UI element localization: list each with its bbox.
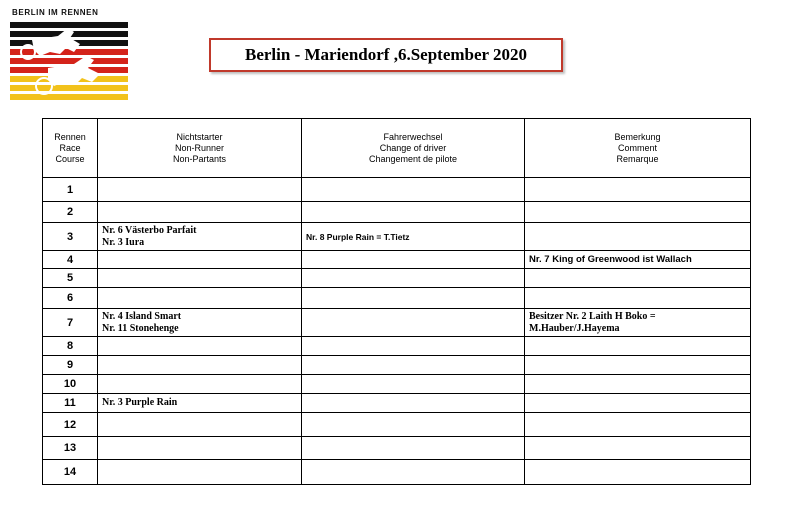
driver-change-cell <box>302 337 525 356</box>
driver-change-cell <box>302 375 525 394</box>
cell-text-line: M.Hauber/J.Hayema <box>529 322 620 334</box>
comment-cell <box>525 288 751 309</box>
nonstarter-table <box>42 118 751 485</box>
comment-cell <box>525 375 751 394</box>
race-number: 5 <box>43 269 98 288</box>
race-number: 14 <box>43 460 98 485</box>
header-race: Rennen Race Course <box>43 119 98 178</box>
driver-change-cell <box>302 309 525 337</box>
race-number: 13 <box>43 437 98 460</box>
header-row <box>43 119 751 178</box>
comment-cell <box>525 269 751 288</box>
cell-text-line: Nr. 7 King of Greenwood ist Wallach <box>529 254 692 265</box>
comment-cell <box>525 437 751 460</box>
nonstarter-cell <box>98 223 302 251</box>
race-number: 12 <box>43 413 98 437</box>
driver-change-cell <box>302 394 525 413</box>
race-number: 2 <box>43 202 98 223</box>
nonstarter-cell <box>98 394 302 413</box>
comment-cell <box>525 178 751 202</box>
driver-change-cell <box>302 251 525 269</box>
table-row <box>43 337 751 356</box>
cell-text-line: Nr. 4 Island Smart <box>102 310 182 322</box>
race-number: 3 <box>43 223 98 251</box>
cell-text-line: Nr. 11 Stonehenge <box>102 322 179 334</box>
logo <box>10 8 130 98</box>
race-number: 11 <box>43 394 98 413</box>
nonstarter-cell <box>98 356 302 375</box>
table-row <box>43 309 751 337</box>
logo-text: BERLIN IM RENNEN <box>12 8 99 17</box>
cell-text-line: Nr. 3 Purple Rain <box>102 397 178 408</box>
comment-cell <box>525 309 751 337</box>
race-number: 10 <box>43 375 98 394</box>
driver-change-cell <box>302 437 525 460</box>
table-row <box>43 356 751 375</box>
cell-text-line: Nr. 6 Västerbo Parfait <box>102 224 197 236</box>
nonstarter-cell <box>98 178 302 202</box>
nonstarter-cell <box>98 375 302 394</box>
nonstarter-cell <box>98 413 302 437</box>
race-number: 6 <box>43 288 98 309</box>
table-row <box>43 223 751 251</box>
nonstarter-cell <box>98 202 302 223</box>
race-number: 1 <box>43 178 98 202</box>
comment-cell <box>525 337 751 356</box>
table-row <box>43 413 751 437</box>
comment-cell <box>525 413 751 437</box>
table-row <box>43 437 751 460</box>
page-title: Berlin - Mariendorf ,6.September 2020 <box>209 38 563 72</box>
table-row <box>43 178 751 202</box>
header-driver-change: Fahrerwechsel Change of driver Changement de pilote <box>302 119 525 178</box>
race-number: 4 <box>43 251 98 269</box>
table-row <box>43 288 751 309</box>
table-row <box>43 460 751 485</box>
cell-text-line: Nr. 3 Iura <box>102 236 145 248</box>
comment-cell <box>525 251 751 269</box>
nonstarter-cell <box>98 251 302 269</box>
cell-text-line: Besitzer Nr. 2 Laith H Boko = <box>529 310 656 322</box>
table-row <box>43 269 751 288</box>
comment-cell <box>525 460 751 485</box>
driver-change-cell <box>302 460 525 485</box>
nonstarter-cell <box>98 337 302 356</box>
driver-change-cell <box>302 356 525 375</box>
driver-change-cell <box>302 178 525 202</box>
driver-change-cell <box>302 202 525 223</box>
driver-change-cell <box>302 269 525 288</box>
header-nonstarter: Nichtstarter Non-Runner Non-Partants <box>98 119 302 178</box>
comment-cell <box>525 356 751 375</box>
driver-change-cell <box>302 223 525 251</box>
comment-cell <box>525 394 751 413</box>
nonstarter-cell <box>98 309 302 337</box>
table-row <box>43 375 751 394</box>
nonstarter-cell <box>98 288 302 309</box>
race-number: 9 <box>43 356 98 375</box>
table-row <box>43 394 751 413</box>
nonstarter-cell <box>98 269 302 288</box>
driver-change-cell <box>302 413 525 437</box>
race-number: 8 <box>43 337 98 356</box>
table-row <box>43 251 751 269</box>
race-number: 7 <box>43 309 98 337</box>
table-row <box>43 202 751 223</box>
nonstarter-cell <box>98 460 302 485</box>
header-comment: Bemerkung Comment Remarque <box>525 119 751 178</box>
driver-change-cell <box>302 288 525 309</box>
trotting-horse-flag-icon <box>10 22 128 102</box>
comment-cell <box>525 202 751 223</box>
nonstarter-cell <box>98 437 302 460</box>
comment-cell <box>525 223 751 251</box>
cell-text-line: Nr. 8 Purple Rain = T.Tietz <box>306 231 410 242</box>
